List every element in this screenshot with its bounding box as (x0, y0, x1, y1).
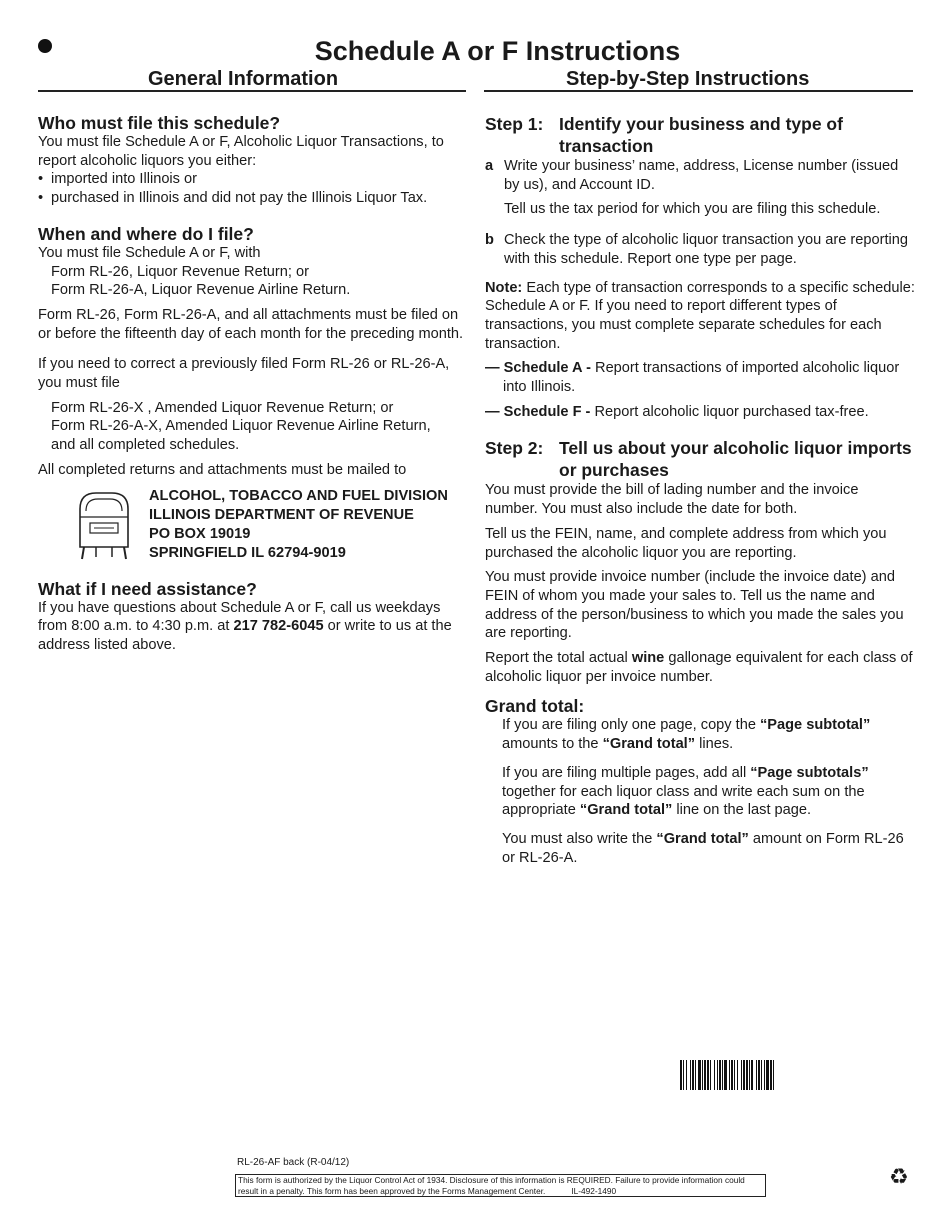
assistance-text: If you have questions about Schedule A or F, call us weekdays from 8:00 a.m. to 4:30 p.m. at 217 782-6045 or write to us at the address listed above. (38, 599, 452, 653)
grand-total-form-entry: You must also write the “Grand total” amount on Form RL-26 or RL-26-A. (502, 830, 904, 866)
schedule-a-description: — Schedule A - Report transactions of imported alcoholic liquor into Illinois. (485, 360, 900, 396)
barcode-bar (692, 1060, 694, 1090)
assistance-heading: What if I need assistance? (38, 578, 257, 599)
when-where-intro: You must file Schedule A or F, with (38, 244, 261, 261)
barcode-bar (741, 1060, 742, 1090)
phone-number: 217 782-6045 (233, 618, 324, 635)
barcode-bar (698, 1060, 701, 1090)
general-info-column (38, 113, 468, 655)
barcode-bar (702, 1060, 703, 1090)
right-heading-rule (484, 90, 913, 92)
grand-total-multiple-pages: If you are filing multiple pages, add all “Page subtotals” together for each liquor class and write each sum on the appropriate “Grand total” line on the last page. (502, 764, 869, 819)
barcode-bar (724, 1060, 727, 1090)
step-2-fein: Tell us the FEIN, name, and complete address from which you purchased the alcoholic liquor you are reporting. (485, 525, 887, 561)
address-line-2: ILLINOIS DEPARTMENT OF REVENUE (149, 506, 414, 523)
form-id: IL-492-1490 (571, 1185, 617, 1196)
barcode-bar (719, 1060, 721, 1090)
correction-text: If you need to correct a previously filed Form RL-26 or RL-26-A, you must file (38, 356, 450, 392)
who-must-file-text: You must file Schedule A or F, Alcoholic Liquor Transactions, to report alcoholic liquors you either: (38, 134, 444, 169)
address-line-3: PO BOX 19019 (149, 525, 251, 542)
step-1b-letter: b (485, 232, 494, 249)
barcode-bar (770, 1060, 772, 1090)
step-1-heading (485, 113, 915, 157)
completed-schedules-line: and all completed schedules. (51, 437, 240, 454)
who-must-file-heading: Who must file this schedule? (38, 113, 281, 133)
barcode-bar (761, 1060, 762, 1090)
barcode-bar (731, 1060, 733, 1090)
step-1b-text: Check the type of alcoholic liquor transaction you are reporting with this schedule. Report one type per page. (504, 232, 908, 267)
step-1a-text: Write your business’ name, address, License number (issued by us), and Account ID. (504, 158, 899, 193)
step-1b (485, 231, 915, 268)
barcode-bar (717, 1060, 718, 1090)
step-by-step-column (485, 113, 915, 867)
step-1-title: Identify your business and type of transaction (559, 114, 843, 156)
barcode-bar (756, 1060, 757, 1090)
barcode-bar (734, 1060, 735, 1090)
address-line-4: SPRINGFIELD IL 62794-9019 (149, 544, 346, 561)
legal-disclosure-box (235, 1174, 766, 1197)
barcode-bar (749, 1060, 750, 1090)
barcode-bar (683, 1060, 684, 1090)
step-1-number: Step 1: (485, 114, 544, 134)
barcode-bar (695, 1060, 696, 1090)
barcode-bar (704, 1060, 706, 1090)
barcode-bar (707, 1060, 709, 1090)
recycle-icon: ♻ (889, 1164, 909, 1189)
form-revision-code: RL-26-AF back (R-04/12) (237, 1157, 350, 1168)
barcode-bar (686, 1060, 687, 1090)
transaction-note: Note: Each type of transaction corresponds to a specific schedule: Schedule A or F. If you need to report different types of transactions, you must complete separate schedules for each transaction. (485, 279, 915, 352)
list-item: • purchased in Illinois and did not pay the Illinois Liquor Tax. (38, 189, 468, 208)
barcode-bar (766, 1060, 769, 1090)
when-where-heading: When and where do I file? (38, 223, 254, 244)
general-info-heading: General Information (148, 68, 339, 90)
barcode-bar (680, 1060, 682, 1090)
barcode-bar (764, 1060, 765, 1090)
who-must-file-list (38, 170, 468, 207)
step-1a-tax-period: Tell us the tax period for which you are filing this schedule. (504, 201, 881, 218)
barcode-bar (758, 1060, 760, 1090)
grand-total-heading: Grand total: (485, 696, 585, 717)
barcode-bar (710, 1060, 711, 1090)
barcode-bar (690, 1060, 691, 1090)
step-2-title: Tell us about your alcoholic liquor imports or purchases (559, 438, 912, 481)
barcode-bar (729, 1060, 730, 1090)
step-2-wine-gallonage: Report the total actual wine gallonage equivalent for each class of alcoholic liquor per invoice number. (485, 650, 913, 685)
amended-form-line: Form RL-26-X , Amended Liquor Revenue Return; or (51, 399, 394, 416)
barcode-bar (751, 1060, 753, 1090)
schedule-f-description: — Schedule F - Report alcoholic liquor purchased tax-free. (485, 403, 869, 420)
barcode-bar (773, 1060, 774, 1090)
filing-deadline-text: Form RL-26, Form RL-26-A, and all attachments must be filed on or before the fifteenth day of each month for the preceding month. (38, 306, 464, 342)
barcode-bar (743, 1060, 745, 1090)
step-2-number: Step 2: (485, 438, 544, 459)
address-line-1: ALCOHOL, TOBACCO AND FUEL DIVISION (149, 487, 448, 504)
barcode (680, 1060, 836, 1090)
barcode-bar (714, 1060, 715, 1090)
step-1a (485, 157, 915, 219)
left-heading-rule (38, 90, 466, 92)
mailing-address-block (38, 487, 468, 563)
barcode-bar (746, 1060, 748, 1090)
step-2-heading (485, 437, 915, 481)
mailing-address (149, 487, 448, 563)
note-label: Note: (485, 279, 523, 296)
grand-total-one-page: If you are filing only one page, copy the “Page subtotal” amounts to the “Grand total” lines. (502, 717, 871, 753)
list-item: • imported into Illinois or (38, 170, 468, 189)
step-1a-letter: a (485, 158, 494, 174)
legal-disclosure-text: This form is authorized by the Liquor Control Act of 1934. Disclosure of this information is REQUIRED. Failure to provide information could result in a penalty. This form has been approved by the Forms Management Center. (238, 1175, 745, 1196)
form-rl26-line: Form RL-26, Liquor Revenue Return; or (51, 263, 309, 280)
step-by-step-heading: Step-by-Step Instructions (566, 68, 810, 90)
barcode-bar (737, 1060, 738, 1090)
page-title: Schedule A or F Instructions (314, 36, 681, 66)
step-2-bill-of-lading: You must provide the bill of lading number and the invoice number. You must also include the date for both. (485, 482, 859, 518)
mail-intro-text: All completed returns and attachments must be mailed to (38, 461, 407, 478)
mailbox-icon (72, 487, 142, 561)
step-2-invoice: You must provide invoice number (include the invoice date) and FEIN of whom you made your sales to. Tell us the name and address of the person/business to which you made the sales you are reporting. (485, 569, 904, 642)
amended-airline-form-line: Form RL-26-A-X, Amended Liquor Revenue Airline Return, (51, 418, 431, 435)
barcode-bar (722, 1060, 723, 1090)
form-rl26a-line: Form RL-26-A, Liquor Revenue Airline Return. (51, 282, 351, 299)
